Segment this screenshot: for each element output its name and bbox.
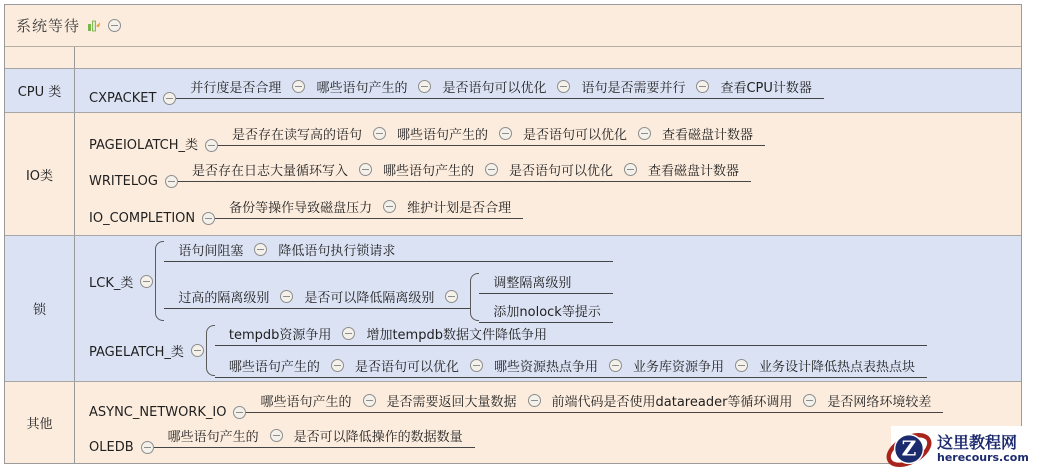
collapse-icon[interactable] bbox=[342, 327, 355, 340]
branch-oledb bbox=[89, 425, 1015, 455]
branch-bracket bbox=[206, 325, 215, 376]
subtopic[interactable]: 查看磁盘计数器 bbox=[648, 164, 740, 179]
collapse-icon[interactable] bbox=[528, 394, 541, 407]
topic-pagelatch[interactable]: PAGELATCH_类 bbox=[89, 345, 184, 360]
site-logo-icon bbox=[885, 426, 933, 473]
subtopic-line bbox=[178, 159, 751, 182]
branch-bracket bbox=[470, 273, 479, 321]
subtopic[interactable]: 是否可以降低隔离级别 bbox=[304, 290, 435, 306]
subtopic[interactable]: 并行度是否合理 bbox=[190, 80, 282, 96]
subtopic[interactable]: 哪些语句产生的 bbox=[260, 395, 352, 410]
section-lock bbox=[5, 235, 1021, 381]
branch-bracket bbox=[155, 241, 164, 321]
subtopic[interactable]: 是否语句可以优化 bbox=[523, 127, 628, 143]
collapse-icon[interactable] bbox=[191, 344, 204, 357]
section-io bbox=[5, 112, 1021, 235]
collapse-icon[interactable] bbox=[609, 359, 622, 372]
collapse-icon[interactable] bbox=[280, 290, 293, 303]
branch-lck bbox=[89, 239, 1015, 323]
subtopic[interactable]: 过高的隔离级别 bbox=[178, 290, 270, 306]
collapse-icon[interactable] bbox=[470, 359, 483, 372]
subtopic-line bbox=[479, 271, 612, 294]
collapse-icon[interactable] bbox=[624, 163, 637, 176]
subtopic[interactable]: 哪些语句产生的 bbox=[228, 360, 320, 375]
collapse-icon[interactable] bbox=[445, 290, 458, 303]
section-cpu bbox=[5, 68, 1021, 112]
collapse-icon[interactable] bbox=[233, 406, 246, 419]
subtopic[interactable]: 是否可以降低操作的数据数量 bbox=[293, 430, 463, 445]
subtopic[interactable]: 维护计划是否合理 bbox=[407, 200, 512, 216]
collapse-icon[interactable] bbox=[270, 429, 283, 442]
subtopic[interactable]: 备份等操作导致磁盘压力 bbox=[229, 200, 373, 216]
hyperlink-icon[interactable] bbox=[87, 19, 101, 32]
collapse-icon[interactable] bbox=[254, 243, 267, 256]
collapse-icon[interactable] bbox=[696, 80, 709, 93]
subtopic-line bbox=[154, 425, 475, 448]
category-label-io[interactable]: IO类 bbox=[5, 113, 75, 235]
branch-pagelatch bbox=[89, 323, 1015, 378]
collapse-icon[interactable] bbox=[638, 127, 651, 140]
subtopic-line bbox=[215, 355, 927, 378]
subtopic[interactable]: 业务设计降低热点表热点块 bbox=[758, 360, 915, 375]
collapse-icon[interactable] bbox=[499, 127, 512, 140]
category-label-cpu[interactable]: CPU 类 bbox=[5, 69, 75, 112]
collapse-icon[interactable] bbox=[202, 212, 215, 225]
collapse-icon[interactable] bbox=[373, 127, 386, 140]
branch-io-completion bbox=[89, 196, 1015, 226]
branch-cxpacket bbox=[89, 76, 1015, 106]
watermark bbox=[891, 426, 1037, 473]
topic-lck[interactable]: LCK_类 bbox=[89, 275, 134, 291]
subtopic-line bbox=[246, 390, 943, 413]
topic-writelog[interactable]: WRITELOG bbox=[89, 174, 158, 189]
subtopic[interactable]: 前端代码是否使用datareader等循环调用 bbox=[551, 395, 793, 410]
topic-io-completion[interactable]: IO_COMPLETION bbox=[89, 210, 196, 226]
collapse-icon[interactable] bbox=[140, 275, 153, 288]
branch-writelog bbox=[89, 159, 1015, 189]
collapse-icon[interactable] bbox=[363, 394, 376, 407]
subtopic[interactable]: 哪些资源热点争用 bbox=[493, 360, 598, 375]
collapse-icon[interactable] bbox=[331, 359, 344, 372]
subtopic[interactable]: 哪些语句产生的 bbox=[167, 430, 259, 445]
collapse-icon[interactable] bbox=[292, 80, 305, 93]
topic-async-network-io[interactable]: ASYNC_NETWORK_IO bbox=[89, 405, 227, 420]
subtopic[interactable]: 语句是否需要并行 bbox=[581, 80, 686, 96]
subtopic-line bbox=[164, 239, 612, 262]
collapse-icon[interactable] bbox=[141, 441, 154, 454]
collapse-icon[interactable] bbox=[205, 139, 218, 152]
topic-oledb[interactable]: OLEDB bbox=[89, 440, 134, 455]
subtopic[interactable]: 是否语句可以优化 bbox=[354, 360, 459, 375]
spacer-band bbox=[5, 47, 1021, 68]
subtopic-line bbox=[176, 76, 824, 99]
subtopic-line bbox=[218, 123, 765, 146]
subtopic-line bbox=[215, 196, 523, 219]
category-label-lock[interactable]: 锁 bbox=[5, 236, 75, 381]
subtopic[interactable]: 查看CPU计数器 bbox=[720, 80, 812, 96]
collapse-icon[interactable] bbox=[803, 394, 816, 407]
subtopic[interactable]: 是否需要返回大量数据 bbox=[386, 395, 517, 410]
subtopic[interactable]: 调整隔离级别 bbox=[493, 276, 572, 291]
collapse-icon[interactable] bbox=[735, 359, 748, 372]
subtopic[interactable]: 增加tempdb数据文件降低争用 bbox=[366, 328, 547, 343]
subtopic[interactable]: 降低语句执行锁请求 bbox=[278, 244, 396, 259]
category-label-other[interactable]: 其他 bbox=[5, 382, 75, 463]
collapse-icon[interactable] bbox=[485, 163, 498, 176]
watermark-site-url: herecours.com bbox=[937, 451, 1029, 465]
watermark-site-name: 这里教程网 bbox=[937, 432, 1018, 452]
collapse-icon[interactable] bbox=[418, 80, 431, 93]
subtopic[interactable]: 查看磁盘计数器 bbox=[662, 127, 754, 143]
subtopic[interactable]: 哪些语句产生的 bbox=[316, 80, 408, 96]
subtopic-line bbox=[479, 300, 612, 323]
subtopic-row bbox=[164, 271, 612, 323]
root-topic-row bbox=[5, 5, 1021, 47]
logo-letter: Z bbox=[901, 436, 917, 461]
subtopic[interactable]: 是否网络环境较差 bbox=[827, 395, 932, 410]
subtopic[interactable]: 是否存在读写高的语句 bbox=[231, 127, 362, 143]
subtopic[interactable]: 是否语句可以优化 bbox=[509, 164, 614, 179]
topic-cxpacket[interactable]: CXPACKET bbox=[89, 90, 157, 106]
subtopic[interactable]: 哪些语句产生的 bbox=[397, 127, 489, 143]
subtopic-line bbox=[215, 323, 927, 346]
collapse-icon[interactable] bbox=[557, 80, 570, 93]
subtopic[interactable]: 业务库资源争用 bbox=[632, 360, 724, 375]
subtopic[interactable]: 语句间阻塞 bbox=[178, 244, 244, 259]
subtopic[interactable]: 是否存在日志大量循环写入 bbox=[191, 164, 348, 179]
subtopic[interactable]: 是否语句可以优化 bbox=[442, 80, 547, 96]
branch-pageiolatch bbox=[89, 123, 1015, 153]
subtopic[interactable]: tempdb资源争用 bbox=[228, 328, 332, 343]
collapse-icon[interactable] bbox=[163, 92, 176, 105]
mindmap-canvas bbox=[4, 4, 1022, 464]
branch-async-network-io bbox=[89, 390, 1015, 420]
subtopic[interactable]: 哪些语句产生的 bbox=[382, 164, 474, 179]
section-other bbox=[5, 381, 1021, 463]
collapse-icon[interactable] bbox=[165, 175, 178, 188]
collapse-icon[interactable] bbox=[383, 200, 396, 213]
subtopic[interactable]: 添加nolock等提示 bbox=[493, 305, 601, 320]
root-topic[interactable]: 系统等待 bbox=[16, 17, 81, 35]
collapse-icon[interactable] bbox=[108, 19, 121, 32]
category-cell-empty bbox=[5, 47, 75, 68]
topic-pageiolatch[interactable]: PAGEIOLATCH_类 bbox=[89, 137, 198, 153]
subtopic-line bbox=[164, 286, 470, 309]
collapse-icon[interactable] bbox=[359, 163, 372, 176]
